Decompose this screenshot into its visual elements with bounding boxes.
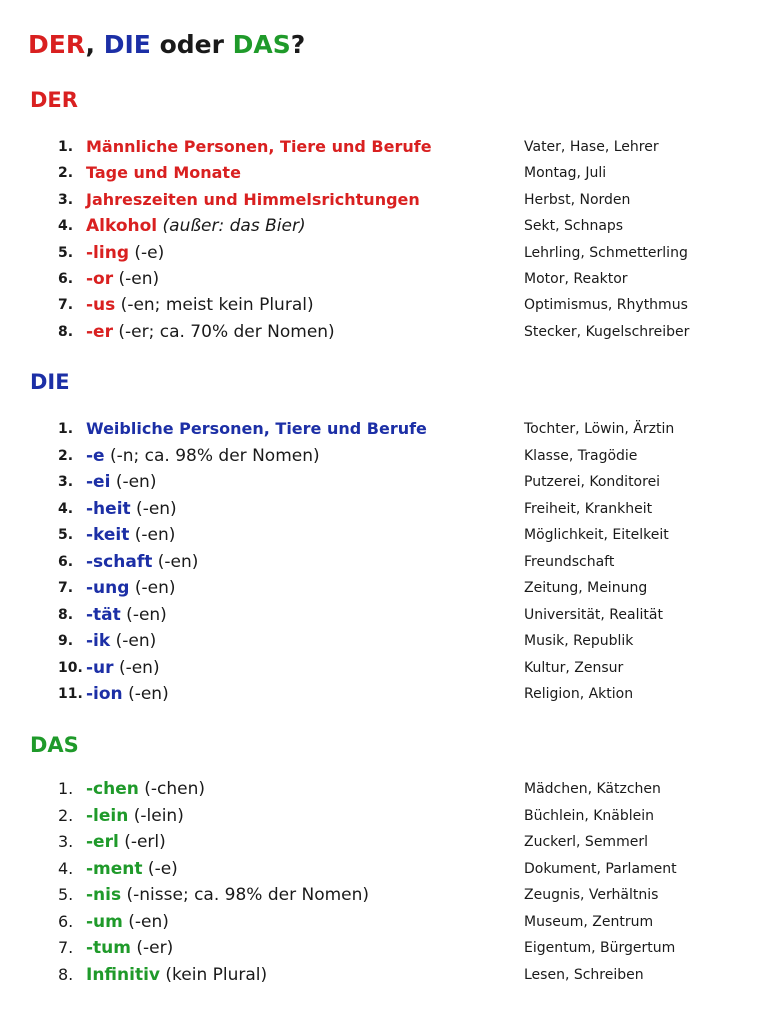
rule-row bbox=[0, 681, 768, 707]
rule-number: 2. bbox=[58, 165, 74, 182]
rule-text bbox=[86, 628, 156, 654]
rule-text bbox=[86, 575, 175, 601]
rule-keyword: -ei bbox=[86, 472, 111, 492]
rule-row bbox=[0, 443, 768, 469]
rule-keyword: -ik bbox=[86, 631, 111, 651]
rule-text bbox=[86, 160, 241, 186]
rule-plural-note: (-e) bbox=[128, 242, 165, 263]
rule-examples: Vater, Hase, Lehrer bbox=[524, 139, 659, 155]
rule-examples: Büchlein, Knäblein bbox=[524, 807, 654, 824]
rule-number: 7. bbox=[58, 297, 74, 314]
rule-text bbox=[86, 776, 205, 802]
rule-number: 8. bbox=[58, 964, 74, 984]
section-heading-der: DER bbox=[30, 88, 78, 112]
rule-text bbox=[86, 134, 432, 160]
rule-examples: Zuckerl, Semmerl bbox=[524, 834, 648, 850]
rule-row bbox=[0, 213, 768, 239]
rule-plural-note: (-en) bbox=[113, 269, 160, 289]
rule-number: 4. bbox=[58, 858, 74, 878]
rule-plural-note: (-en) bbox=[120, 604, 167, 625]
rule-text bbox=[86, 469, 156, 495]
rule-keyword: -ur bbox=[86, 657, 114, 678]
rule-plural-note: (-lein) bbox=[128, 805, 184, 826]
rule-row bbox=[0, 160, 768, 186]
rule-number: 3. bbox=[58, 474, 74, 490]
title-oder: oder bbox=[150, 30, 233, 59]
rule-plural-note: (-en; meist kein Plural) bbox=[115, 295, 314, 316]
rule-row bbox=[0, 469, 768, 495]
rule-number: 1. bbox=[58, 421, 74, 437]
rule-number: 5. bbox=[58, 527, 74, 543]
rule-text bbox=[86, 319, 335, 345]
rule-number: 2. bbox=[58, 447, 74, 464]
rule-examples: Optimismus, Rhythmus bbox=[524, 297, 688, 314]
section-heading-das: DAS bbox=[30, 733, 79, 757]
rule-keyword: -e bbox=[86, 445, 105, 466]
rule-keyword: Männliche Personen, Tiere und Berufe bbox=[86, 137, 432, 156]
rule-plural-note: (-er; ca. 70% der Nomen) bbox=[112, 321, 335, 342]
rule-examples: Eigentum, Bürgertum bbox=[524, 940, 676, 956]
rule-plural-note: (-en) bbox=[122, 911, 169, 932]
rule-number: 7. bbox=[58, 580, 74, 596]
rule-text bbox=[86, 681, 169, 707]
rule-number: 11. bbox=[58, 686, 83, 702]
rule-plural-note: (-er) bbox=[131, 938, 174, 958]
rule-number: 7. bbox=[58, 938, 74, 957]
rule-number: 10. bbox=[58, 659, 83, 676]
rule-keyword: -ment bbox=[86, 858, 143, 879]
rule-plural-note: (-en) bbox=[129, 578, 176, 598]
rule-plural-note: (kein Plural) bbox=[160, 964, 268, 985]
page-title bbox=[28, 30, 305, 59]
rule-row bbox=[0, 134, 768, 160]
rule-row bbox=[0, 549, 768, 575]
rule-examples: Mädchen, Kätzchen bbox=[524, 781, 661, 797]
rule-examples: Klasse, Tragödie bbox=[524, 447, 638, 464]
rule-row bbox=[0, 266, 768, 292]
rule-text bbox=[86, 443, 320, 469]
rule-examples: Putzerei, Konditorei bbox=[524, 474, 661, 490]
rule-number: 6. bbox=[58, 911, 74, 931]
rule-plural-note: (-en) bbox=[129, 525, 176, 545]
rule-text bbox=[86, 266, 159, 292]
section-heading-die: DIE bbox=[30, 370, 70, 394]
rule-keyword: -schaft bbox=[86, 551, 153, 572]
rule-examples: Lesen, Schreiben bbox=[524, 966, 644, 983]
rule-number: 1. bbox=[58, 139, 74, 155]
rule-row bbox=[0, 962, 768, 988]
rule-keyword: -tum bbox=[86, 938, 131, 958]
rule-row bbox=[0, 496, 768, 522]
rule-examples: Stecker, Kugelschreiber bbox=[524, 323, 690, 340]
rule-plural-note: (-n; ca. 98% der Nomen) bbox=[104, 445, 320, 466]
rule-text bbox=[86, 803, 184, 829]
rule-number: 8. bbox=[58, 606, 74, 623]
rule-row bbox=[0, 856, 768, 882]
rule-number: 4. bbox=[58, 218, 74, 235]
rule-number: 8. bbox=[58, 323, 74, 340]
rule-plural-note: (-en) bbox=[110, 631, 157, 651]
rule-text bbox=[86, 909, 169, 935]
rule-examples: Museum, Zentrum bbox=[524, 913, 654, 930]
rule-row bbox=[0, 602, 768, 628]
rule-examples: Montag, Juli bbox=[524, 165, 607, 182]
rule-keyword: -ling bbox=[86, 242, 129, 263]
rule-keyword: -nis bbox=[86, 885, 122, 905]
rule-number: 6. bbox=[58, 271, 74, 287]
rule-plural-note: (-en) bbox=[110, 472, 157, 492]
rule-text bbox=[86, 602, 167, 628]
rule-row bbox=[0, 882, 768, 908]
rule-plural-note: (außer: das Bier) bbox=[157, 216, 306, 237]
rule-keyword: Jahreszeiten und Himmelsrichtungen bbox=[86, 189, 420, 209]
rule-number: 1. bbox=[58, 779, 74, 798]
rule-keyword: -chen bbox=[86, 779, 139, 799]
rule-row bbox=[0, 628, 768, 654]
rule-keyword: -lein bbox=[86, 805, 129, 826]
rule-examples: Sekt, Schnaps bbox=[524, 218, 624, 235]
rule-keyword: Weibliche Personen, Tiere und Berufe bbox=[86, 419, 427, 438]
rule-keyword: -or bbox=[86, 269, 114, 289]
rule-plural-note: (-en) bbox=[113, 657, 160, 678]
rule-examples: Motor, Reaktor bbox=[524, 271, 628, 287]
rule-row bbox=[0, 655, 768, 681]
rule-plural-note: (-en) bbox=[152, 551, 199, 572]
rule-keyword: -tät bbox=[86, 604, 121, 625]
title-der: DER bbox=[28, 30, 86, 59]
rule-row bbox=[0, 292, 768, 318]
rule-plural-note: (-chen) bbox=[138, 779, 206, 799]
title-das: DAS bbox=[232, 30, 291, 59]
rule-row bbox=[0, 319, 768, 345]
rule-keyword: -heit bbox=[86, 498, 131, 519]
rule-row bbox=[0, 240, 768, 266]
rule-keyword: -keit bbox=[86, 525, 130, 545]
rule-row bbox=[0, 522, 768, 548]
rule-examples: Universität, Realität bbox=[524, 606, 663, 623]
rule-row bbox=[0, 416, 768, 442]
rule-examples: Tochter, Löwin, Ärztin bbox=[524, 421, 675, 437]
rule-keyword: -um bbox=[86, 911, 123, 932]
rule-row bbox=[0, 935, 768, 961]
rule-text bbox=[86, 829, 166, 855]
rule-examples: Freiheit, Krankheit bbox=[524, 500, 653, 517]
rule-keyword: Tage und Monate bbox=[86, 163, 241, 183]
rule-plural-note: (-nisse; ca. 98% der Nomen) bbox=[121, 885, 370, 905]
rule-text bbox=[86, 416, 427, 442]
rule-examples: Zeitung, Meinung bbox=[524, 580, 648, 596]
rule-number: 2. bbox=[58, 805, 74, 825]
rule-text bbox=[86, 962, 267, 988]
rule-keyword: -ung bbox=[86, 578, 130, 598]
rule-keyword: Infinitiv bbox=[86, 964, 160, 985]
rule-number: 5. bbox=[58, 885, 74, 904]
rule-examples: Musik, Republik bbox=[524, 633, 634, 649]
rule-plural-note: (-e) bbox=[142, 858, 178, 879]
title-question-mark: ? bbox=[290, 30, 306, 59]
rule-examples: Religion, Aktion bbox=[524, 686, 634, 702]
rule-text bbox=[86, 292, 314, 318]
rule-row bbox=[0, 187, 768, 213]
rule-text bbox=[86, 549, 198, 575]
rule-text bbox=[86, 882, 369, 908]
rule-keyword: -us bbox=[86, 295, 116, 316]
rule-keyword: -erl bbox=[86, 832, 119, 852]
rule-row bbox=[0, 909, 768, 935]
title-die: DIE bbox=[103, 30, 151, 59]
rule-keyword: -er bbox=[86, 321, 113, 342]
rule-examples: Freundschaft bbox=[524, 553, 615, 570]
rule-examples: Lehrling, Schmetterling bbox=[524, 244, 688, 261]
rule-plural-note: (-en) bbox=[122, 684, 169, 704]
rule-row bbox=[0, 575, 768, 601]
rule-text bbox=[86, 522, 175, 548]
rule-number: 9. bbox=[58, 633, 74, 649]
rule-number: 4. bbox=[58, 500, 74, 517]
rule-plural-note: (-erl) bbox=[118, 832, 166, 852]
rule-row bbox=[0, 803, 768, 829]
rule-row bbox=[0, 776, 768, 802]
rule-keyword: -ion bbox=[86, 684, 123, 704]
rule-text bbox=[86, 213, 306, 239]
rule-row bbox=[0, 829, 768, 855]
rule-keyword: Alkohol bbox=[86, 216, 158, 237]
rule-text bbox=[86, 935, 173, 961]
rule-examples: Möglichkeit, Eitelkeit bbox=[524, 527, 669, 543]
rule-examples: Zeugnis, Verhältnis bbox=[524, 887, 659, 903]
rule-text bbox=[86, 187, 420, 213]
rule-number: 3. bbox=[58, 832, 74, 851]
rule-number: 6. bbox=[58, 553, 74, 570]
rule-examples: Herbst, Norden bbox=[524, 191, 631, 208]
rule-examples: Dokument, Parlament bbox=[524, 860, 677, 877]
rule-examples: Kultur, Zensur bbox=[524, 659, 624, 676]
title-separator: , bbox=[85, 30, 104, 59]
rule-number: 3. bbox=[58, 191, 74, 208]
rule-number: 5. bbox=[58, 244, 74, 261]
rule-text bbox=[86, 496, 177, 522]
rule-plural-note: (-en) bbox=[130, 498, 177, 519]
rule-text bbox=[86, 856, 178, 882]
rule-text bbox=[86, 240, 164, 266]
rule-text bbox=[86, 655, 160, 681]
